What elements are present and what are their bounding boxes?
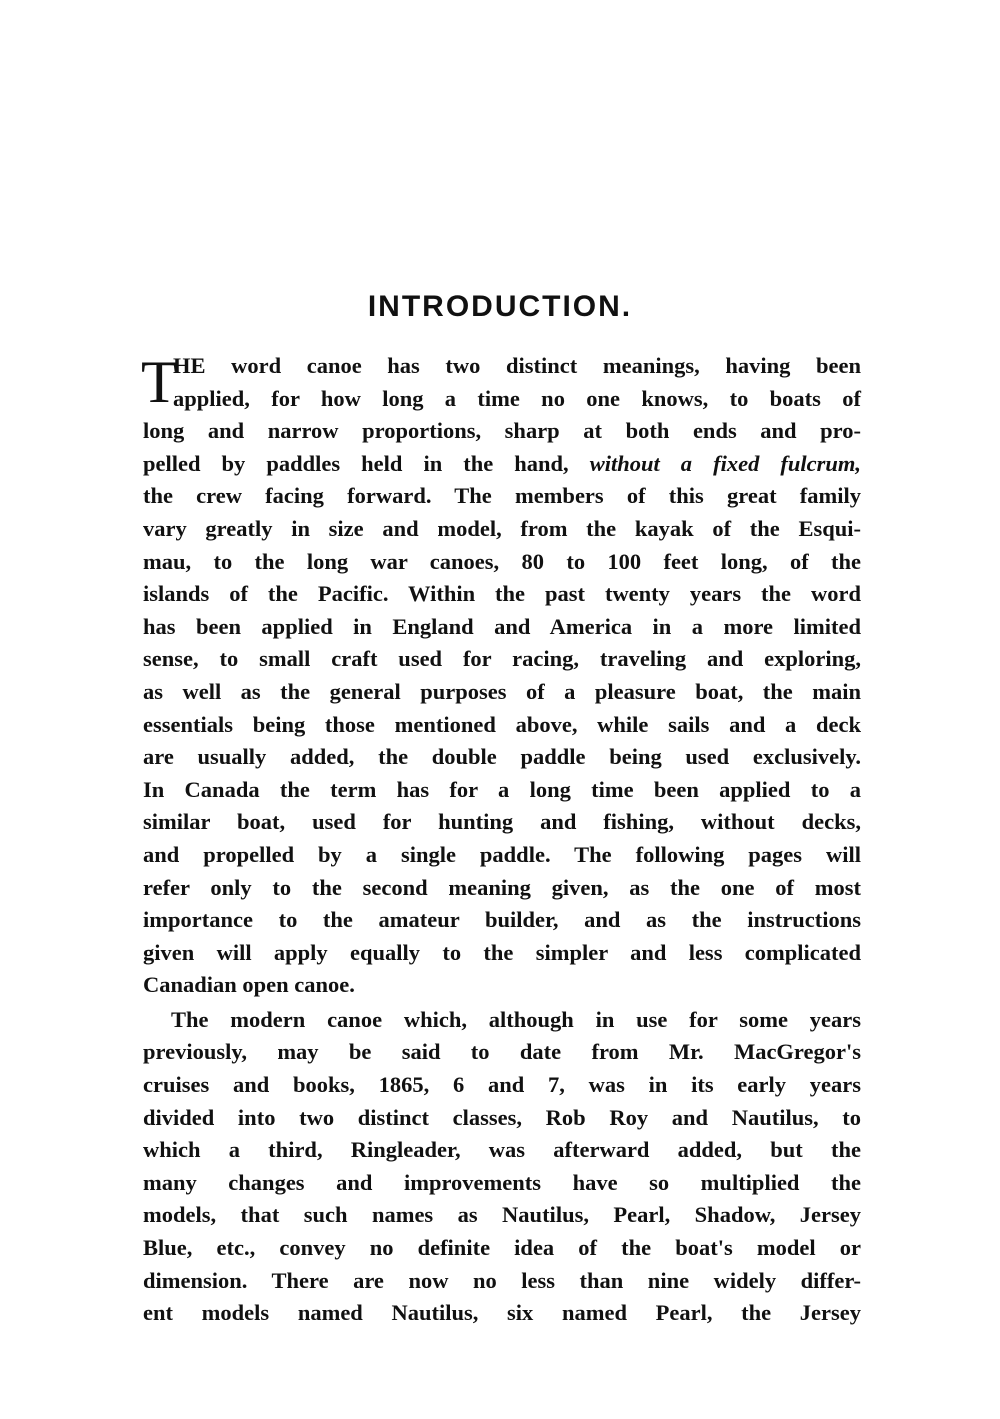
text-line: as well as the general purposes of a pleasure boat, the main	[143, 678, 861, 704]
text-line: mau, to the long war canoes, 80 to 100 feet long, of the	[143, 548, 861, 574]
text-line: importance to the amateur builder, and as the instructions	[143, 907, 861, 933]
text-line: islands of the Pacific. Within the past twenty years the word	[143, 581, 861, 607]
text-line: long and narrow proportions, sharp at both ends and pro-	[143, 418, 861, 444]
body-text	[143, 350, 861, 1330]
text-line: applied, for how long a time no one knows, to boats of	[173, 385, 861, 411]
text-line: The modern canoe which, although in use for some years	[171, 1006, 861, 1032]
text-line: vary greatly in size and model, from the kayak of the Esqui-	[143, 515, 861, 541]
page-title: INTRODUCTION.	[367, 290, 633, 323]
text-line: cruises and books, 1865, 6 and 7, was in its early years	[143, 1072, 861, 1098]
italic-phrase: without a fixed fulcrum,	[589, 450, 861, 476]
text-line: which a third, Ringleader, was afterward added, but the	[143, 1137, 861, 1163]
text-line: refer only to the second meaning given, as the one of most	[143, 874, 861, 900]
text-line: divided into two distinct classes, Rob Roy and Nautilus, to	[143, 1104, 861, 1130]
text-line: dimension. There are now no less than nine widely differ-	[143, 1267, 861, 1293]
text-line: HE word canoe has two distinct meanings, having been	[173, 353, 861, 378]
text-segment: pelled by paddles held in the hand,	[143, 450, 569, 476]
text-line: similar boat, used for hunting and fishing, without decks,	[143, 809, 861, 835]
text-line: sense, to small craft used for racing, traveling and exploring,	[143, 646, 861, 672]
text-line: the crew facing forward. The members of this great family	[143, 483, 861, 509]
drop-cap: T	[141, 349, 178, 415]
paragraph-2	[143, 1004, 861, 1330]
text-line: previously, may be said to date from Mr. MacGregor's	[143, 1039, 861, 1065]
text-line: and propelled by a single paddle. The following pages will	[143, 841, 861, 867]
text-line: has been applied in England and America in a more limited	[143, 613, 861, 639]
text-line: many changes and improvements have so multiplied the	[143, 1169, 861, 1195]
text-line-with-italic	[143, 448, 861, 481]
text-line: Blue, etc., convey no definite idea of the boat's model or	[143, 1235, 861, 1261]
text-line: Canadian open canoe.	[143, 972, 355, 998]
text-line: are usually added, the double paddle being used exclusively.	[143, 744, 861, 770]
text-line: given will apply equally to the simpler and less complicated	[143, 939, 861, 965]
text-line: ent models named Nautilus, six named Pearl, the Jersey	[143, 1300, 861, 1326]
text-line: In Canada the term has for a long time been applied to a	[143, 776, 861, 802]
text-line: essentials being those mentioned above, while sails and a deck	[143, 711, 861, 737]
text-line: models, that such names as Nautilus, Pearl, Shadow, Jersey	[143, 1202, 861, 1228]
paragraph-1	[143, 350, 861, 1002]
